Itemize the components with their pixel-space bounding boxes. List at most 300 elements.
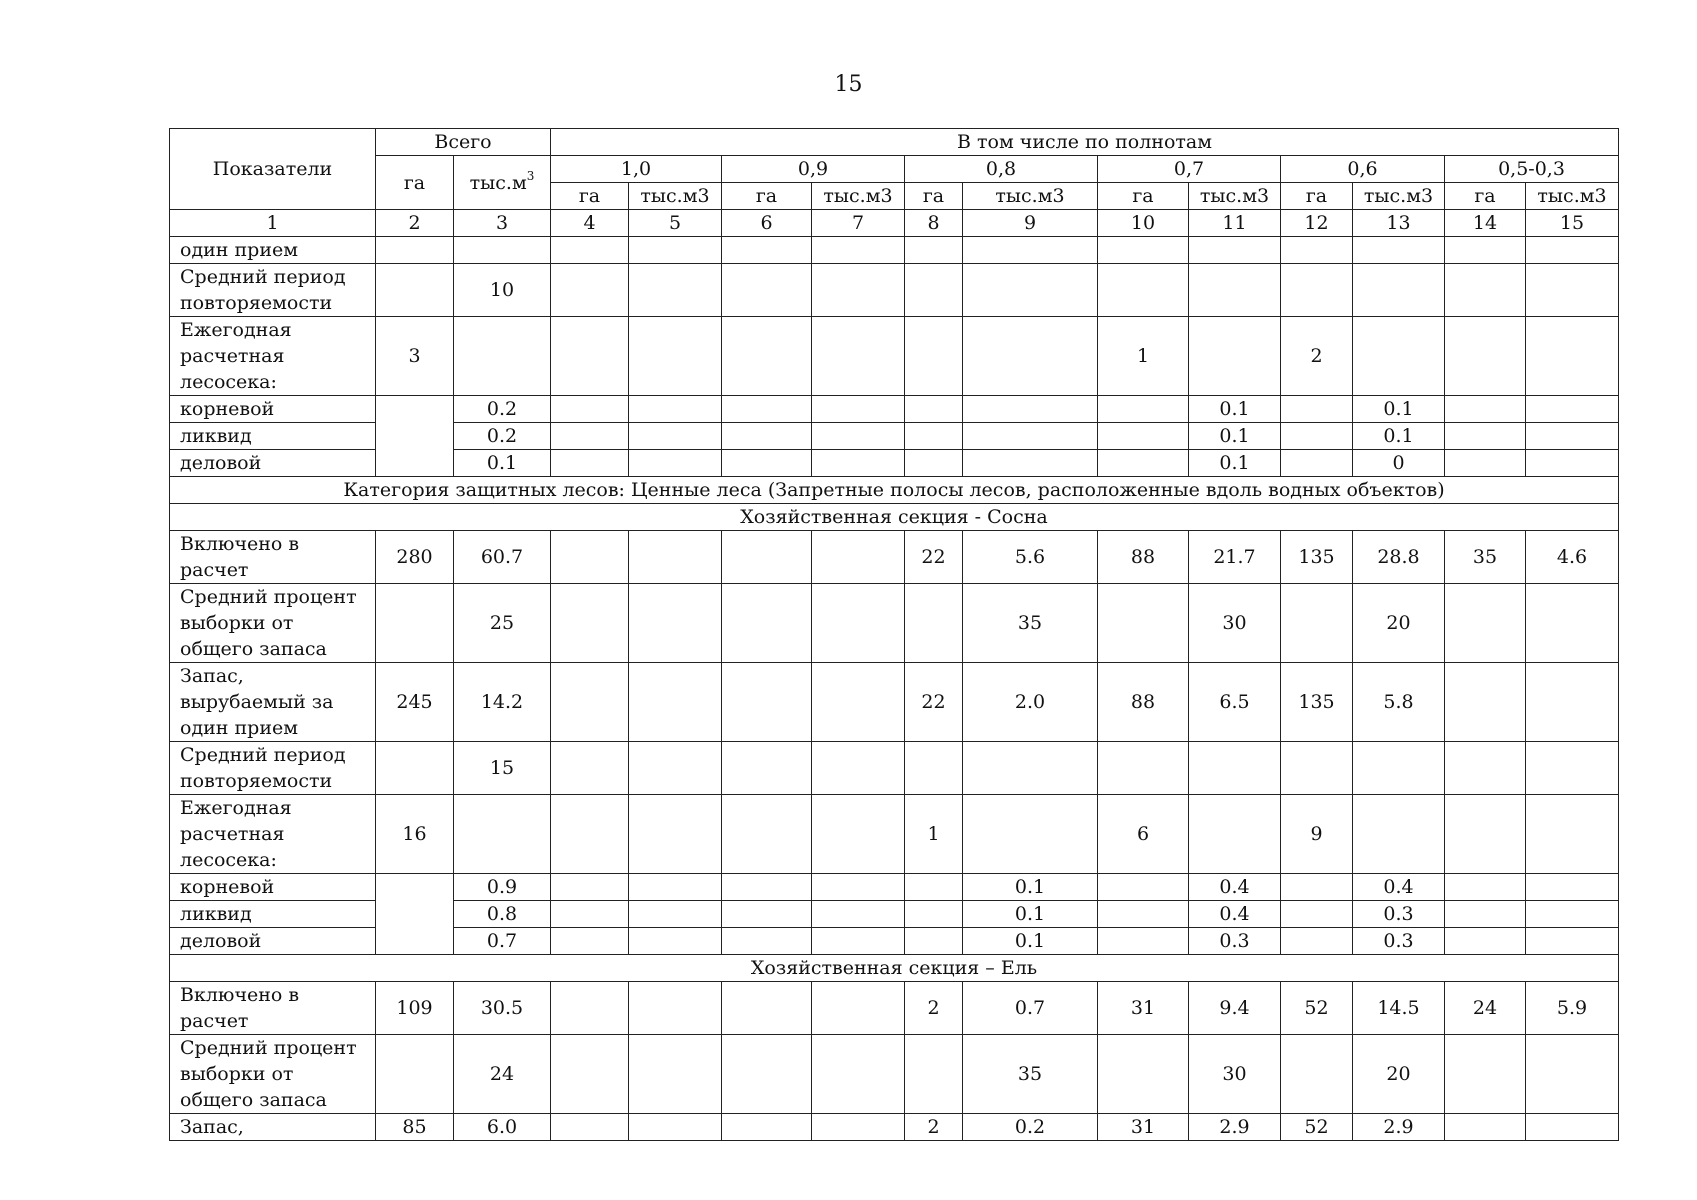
column-number: 9 (963, 210, 1098, 237)
table-cell (722, 928, 812, 955)
table-cell (1526, 264, 1619, 317)
table-row (170, 531, 1619, 584)
header-density: 1,0 (551, 156, 722, 183)
table-cell (722, 901, 812, 928)
row-label: Средний процент выборки от общего запаса (170, 584, 376, 663)
header-unit-ha: га (905, 183, 963, 210)
table-row (170, 795, 1619, 874)
table-cell: 0.1 (1189, 396, 1281, 423)
table-cell (722, 1035, 812, 1114)
table-cell (1445, 663, 1526, 742)
table-cell: 31 (1098, 982, 1189, 1035)
table-cell (722, 317, 812, 396)
header-density: 0,7 (1098, 156, 1281, 183)
header-unit-volume: тыс.м3 (963, 183, 1098, 210)
header-total-volume-unit: тыс.м (469, 171, 527, 194)
table-cell (722, 264, 812, 317)
table-row (170, 874, 1619, 901)
table-cell (722, 663, 812, 742)
column-number: 2 (376, 210, 454, 237)
table-cell (812, 742, 905, 795)
header-density: 0,8 (905, 156, 1098, 183)
table-cell (1526, 1114, 1619, 1141)
table-cell: 35 (963, 1035, 1098, 1114)
table-cell (629, 450, 722, 477)
row-label: ликвид (170, 901, 376, 928)
table-cell (722, 795, 812, 874)
table-cell (629, 264, 722, 317)
row-label: Включено в расчет (170, 531, 376, 584)
table-cell (963, 264, 1098, 317)
table-cell (1526, 584, 1619, 663)
table-cell (1281, 237, 1353, 264)
table-cell (1189, 264, 1281, 317)
table-cell: 0.3 (1353, 901, 1445, 928)
table-cell (812, 264, 905, 317)
table-cell: 245 (376, 663, 454, 742)
table-cell (1526, 928, 1619, 955)
header-unit-volume: тыс.м3 (629, 183, 722, 210)
section-row (170, 504, 1619, 531)
table-cell (629, 874, 722, 901)
column-number: 4 (551, 210, 629, 237)
row-label: один прием (170, 237, 376, 264)
table-cell (551, 742, 629, 795)
column-number: 8 (905, 210, 963, 237)
table-cell (1526, 1035, 1619, 1114)
table-cell (1281, 396, 1353, 423)
table-cell (1445, 874, 1526, 901)
section-row (170, 955, 1619, 982)
table-cell (551, 982, 629, 1035)
table-row (170, 1114, 1619, 1141)
table-cell: 0.1 (1189, 450, 1281, 477)
table-cell (1098, 901, 1189, 928)
column-number: 14 (1445, 210, 1526, 237)
table-cell (376, 874, 454, 955)
table-cell: 9 (1281, 795, 1353, 874)
section-row (170, 477, 1619, 504)
table-cell (963, 423, 1098, 450)
table-cell (551, 928, 629, 955)
row-label: Включено в расчет (170, 982, 376, 1035)
table-cell (905, 901, 963, 928)
header-indicators: Показатели (170, 129, 376, 210)
table-cell (1098, 264, 1189, 317)
table-row (170, 982, 1619, 1035)
table-cell (905, 1035, 963, 1114)
table-cell (722, 396, 812, 423)
table-cell (722, 531, 812, 584)
table-cell (812, 396, 905, 423)
header-unit-ha: га (1098, 183, 1189, 210)
table-cell (1445, 795, 1526, 874)
table-cell (629, 237, 722, 264)
table-cell (1098, 928, 1189, 955)
table-cell (1353, 795, 1445, 874)
table-cell: 2.9 (1189, 1114, 1281, 1141)
header-total: Всего (376, 129, 551, 156)
table-cell: 85 (376, 1114, 454, 1141)
table-cell: 135 (1281, 531, 1353, 584)
table-cell (812, 317, 905, 396)
section-title: Хозяйственная секция - Сосна (170, 504, 1619, 531)
table-cell: 2 (905, 982, 963, 1035)
table-cell: 1 (1098, 317, 1189, 396)
table-cell (1353, 264, 1445, 317)
header-total-volume-sup: 3 (526, 168, 535, 183)
table-row (170, 317, 1619, 396)
table-cell (1445, 450, 1526, 477)
table-cell: 35 (963, 584, 1098, 663)
table-cell (629, 396, 722, 423)
row-label: корневой (170, 396, 376, 423)
table-cell: 0.1 (963, 874, 1098, 901)
table-cell (376, 396, 454, 477)
table-cell (1445, 1114, 1526, 1141)
table-cell (1098, 450, 1189, 477)
table-cell (722, 742, 812, 795)
table-cell (1445, 928, 1526, 955)
table-cell (812, 531, 905, 584)
table-cell: 52 (1281, 1114, 1353, 1141)
table-cell (812, 928, 905, 955)
table-row (170, 742, 1619, 795)
table-cell (551, 663, 629, 742)
table-cell (722, 584, 812, 663)
table-cell (376, 584, 454, 663)
table-cell: 60.7 (454, 531, 551, 584)
table-cell: 16 (376, 795, 454, 874)
table-cell (1098, 584, 1189, 663)
table-cell (812, 901, 905, 928)
table-cell (1098, 423, 1189, 450)
table-cell: 2 (1281, 317, 1353, 396)
table-cell: 20 (1353, 1035, 1445, 1114)
table-cell: 0 (1353, 450, 1445, 477)
table-cell: 0.2 (454, 396, 551, 423)
table-cell (1281, 1035, 1353, 1114)
table-cell (1526, 874, 1619, 901)
table-cell (1526, 795, 1619, 874)
column-number: 7 (812, 210, 905, 237)
table-cell: 2.0 (963, 663, 1098, 742)
table-cell: 5.8 (1353, 663, 1445, 742)
column-number: 1 (170, 210, 376, 237)
row-label: деловой (170, 450, 376, 477)
column-number: 6 (722, 210, 812, 237)
table-cell: 21.7 (1189, 531, 1281, 584)
column-number: 12 (1281, 210, 1353, 237)
table-cell (1445, 264, 1526, 317)
table-row (170, 584, 1619, 663)
table-cell: 0.7 (963, 982, 1098, 1035)
row-label: Средний период повторяемости (170, 264, 376, 317)
table-cell (629, 423, 722, 450)
column-number: 3 (454, 210, 551, 237)
table-cell (629, 982, 722, 1035)
table-cell: 135 (1281, 663, 1353, 742)
table-cell (629, 795, 722, 874)
table-cell: 35 (1445, 531, 1526, 584)
table-cell: 0.2 (454, 423, 551, 450)
table-cell (1189, 237, 1281, 264)
column-number: 10 (1098, 210, 1189, 237)
table-cell: 109 (376, 982, 454, 1035)
header-density: 0,9 (722, 156, 905, 183)
table-cell (551, 423, 629, 450)
table-row (170, 1035, 1619, 1114)
table-cell: 30 (1189, 1035, 1281, 1114)
table-cell (812, 874, 905, 901)
table-cell (905, 237, 963, 264)
table-cell (722, 423, 812, 450)
row-label: Средний период повторяемости (170, 742, 376, 795)
table-cell (1281, 450, 1353, 477)
row-label: Средний процент выборки от общего запаса (170, 1035, 376, 1114)
table-cell (1353, 317, 1445, 396)
table-cell (1098, 1035, 1189, 1114)
table-cell (551, 1114, 629, 1141)
table-cell (722, 1114, 812, 1141)
header-unit-volume: тыс.м3 (812, 183, 905, 210)
table-cell (812, 237, 905, 264)
table-cell (1353, 237, 1445, 264)
table-cell (1281, 423, 1353, 450)
table-cell: 28.8 (1353, 531, 1445, 584)
table-cell (1098, 874, 1189, 901)
table-cell (722, 874, 812, 901)
table-header (170, 129, 1619, 237)
table-cell (1189, 795, 1281, 874)
table-cell (1098, 742, 1189, 795)
table-cell: 0.1 (1353, 423, 1445, 450)
table-cell: 9.4 (1189, 982, 1281, 1035)
table-cell: 88 (1098, 663, 1189, 742)
table-cell: 3 (376, 317, 454, 396)
table-cell: 0.9 (454, 874, 551, 901)
table-cell (812, 1114, 905, 1141)
table-cell (551, 901, 629, 928)
table-cell: 0.2 (963, 1114, 1098, 1141)
table-cell (905, 928, 963, 955)
table-cell (454, 795, 551, 874)
table-cell: 6.5 (1189, 663, 1281, 742)
table-cell (1281, 742, 1353, 795)
table-cell (454, 237, 551, 264)
table-cell (963, 795, 1098, 874)
table-cell: 0.1 (1353, 396, 1445, 423)
column-number: 5 (629, 210, 722, 237)
table-cell (629, 1114, 722, 1141)
table-cell: 5.9 (1526, 982, 1619, 1035)
table-cell: 0.4 (1189, 874, 1281, 901)
row-label: ликвид (170, 423, 376, 450)
table-cell: 0.1 (454, 450, 551, 477)
table-cell (376, 237, 454, 264)
row-label: Запас, (170, 1114, 376, 1141)
table-cell (812, 584, 905, 663)
header-unit-ha: га (722, 183, 812, 210)
table-cell (551, 237, 629, 264)
table-cell (1526, 901, 1619, 928)
table-cell (1445, 584, 1526, 663)
forest-harvest-table (169, 128, 1619, 1141)
table-cell: 0.4 (1353, 874, 1445, 901)
table-cell (1353, 742, 1445, 795)
header-unit-volume: тыс.м3 (1353, 183, 1445, 210)
table-cell (1526, 317, 1619, 396)
page-number: 15 (834, 72, 863, 97)
table-cell (1098, 396, 1189, 423)
table-cell (551, 450, 629, 477)
table-cell (812, 982, 905, 1035)
table-cell: 0.1 (1189, 423, 1281, 450)
table-cell (551, 264, 629, 317)
table-cell (963, 396, 1098, 423)
table-cell (376, 264, 454, 317)
table-cell: 0.1 (963, 928, 1098, 955)
table-cell (629, 928, 722, 955)
header-unit-ha: га (1281, 183, 1353, 210)
table-cell (1445, 396, 1526, 423)
header-unit-volume: тыс.м3 (1189, 183, 1281, 210)
table-cell (905, 396, 963, 423)
table-cell: 22 (905, 531, 963, 584)
table-cell (1445, 423, 1526, 450)
table-cell (1281, 874, 1353, 901)
table-cell (629, 1035, 722, 1114)
table-row (170, 396, 1619, 423)
table-cell (812, 423, 905, 450)
table-cell (1445, 317, 1526, 396)
table-cell (905, 423, 963, 450)
table-body (170, 237, 1619, 1141)
table-cell (905, 317, 963, 396)
column-number-row (170, 210, 1619, 237)
table-cell (1526, 237, 1619, 264)
column-number: 15 (1526, 210, 1619, 237)
header-total-volume (454, 156, 551, 210)
table-cell (812, 795, 905, 874)
table-cell (1526, 742, 1619, 795)
table-cell (812, 663, 905, 742)
table-cell: 0.8 (454, 901, 551, 928)
table-cell (551, 531, 629, 584)
table-cell (1445, 901, 1526, 928)
table-cell: 52 (1281, 982, 1353, 1035)
header-unit-ha: га (1445, 183, 1526, 210)
table-cell (1189, 317, 1281, 396)
table-cell (629, 584, 722, 663)
row-label: Ежегодная расчетная лесосека: (170, 317, 376, 396)
table-cell: 1 (905, 795, 963, 874)
table-cell (963, 237, 1098, 264)
table-cell: 24 (1445, 982, 1526, 1035)
table-cell: 0.4 (1189, 901, 1281, 928)
column-number: 11 (1189, 210, 1281, 237)
table-cell: 88 (1098, 531, 1189, 584)
table-cell: 24 (454, 1035, 551, 1114)
table-cell (1281, 584, 1353, 663)
row-label: Запас, вырубаемый за один прием (170, 663, 376, 742)
table-cell (812, 1035, 905, 1114)
table-cell (1445, 1035, 1526, 1114)
table-cell (629, 531, 722, 584)
table-cell (905, 450, 963, 477)
table-cell: 14.5 (1353, 982, 1445, 1035)
section-title: Категория защитных лесов: Ценные леса (Запретные полосы лесов, расположенные вдоль водных объектов) (170, 477, 1619, 504)
table-cell: 4.6 (1526, 531, 1619, 584)
header-density: 0,5-0,3 (1445, 156, 1619, 183)
table-cell (1526, 396, 1619, 423)
section-title: Хозяйственная секция – Ель (170, 955, 1619, 982)
table-cell: 30.5 (454, 982, 551, 1035)
table-cell (551, 396, 629, 423)
table-cell (1445, 237, 1526, 264)
table-cell (1189, 742, 1281, 795)
table-cell (812, 450, 905, 477)
header-unit-ha: га (551, 183, 629, 210)
table-cell (1281, 928, 1353, 955)
table-cell: 2 (905, 1114, 963, 1141)
table-cell (963, 317, 1098, 396)
header-unit-volume: тыс.м3 (1526, 183, 1619, 210)
table-cell: 15 (454, 742, 551, 795)
table-cell: 2.9 (1353, 1114, 1445, 1141)
table-cell (905, 584, 963, 663)
table-cell: 20 (1353, 584, 1445, 663)
table-cell (1526, 450, 1619, 477)
table-cell: 25 (454, 584, 551, 663)
column-number: 13 (1353, 210, 1445, 237)
table-cell (722, 237, 812, 264)
table-cell (551, 1035, 629, 1114)
table-cell (376, 1035, 454, 1114)
table-cell (376, 742, 454, 795)
header-by-density: В том числе по полнотам (551, 129, 1619, 156)
table-cell (905, 264, 963, 317)
table-cell (629, 742, 722, 795)
table-cell: 10 (454, 264, 551, 317)
table-cell: 0.3 (1189, 928, 1281, 955)
table-cell (551, 584, 629, 663)
table-cell (551, 317, 629, 396)
table-cell (1281, 901, 1353, 928)
table-row (170, 663, 1619, 742)
row-label: корневой (170, 874, 376, 901)
table-cell (722, 982, 812, 1035)
table-cell (905, 742, 963, 795)
table-cell (629, 663, 722, 742)
table-cell (1526, 423, 1619, 450)
row-label: Ежегодная расчетная лесосека: (170, 795, 376, 874)
table-cell (1526, 663, 1619, 742)
table-cell: 22 (905, 663, 963, 742)
table-cell: 14.2 (454, 663, 551, 742)
table-cell: 5.6 (963, 531, 1098, 584)
table-row (170, 237, 1619, 264)
table-cell (551, 874, 629, 901)
table-cell (629, 901, 722, 928)
table-cell: 30 (1189, 584, 1281, 663)
table-cell (629, 317, 722, 396)
table-cell (963, 742, 1098, 795)
table-cell: 0.7 (454, 928, 551, 955)
header-total-ha: га (376, 156, 454, 210)
table-cell (905, 874, 963, 901)
table-cell: 0.3 (1353, 928, 1445, 955)
